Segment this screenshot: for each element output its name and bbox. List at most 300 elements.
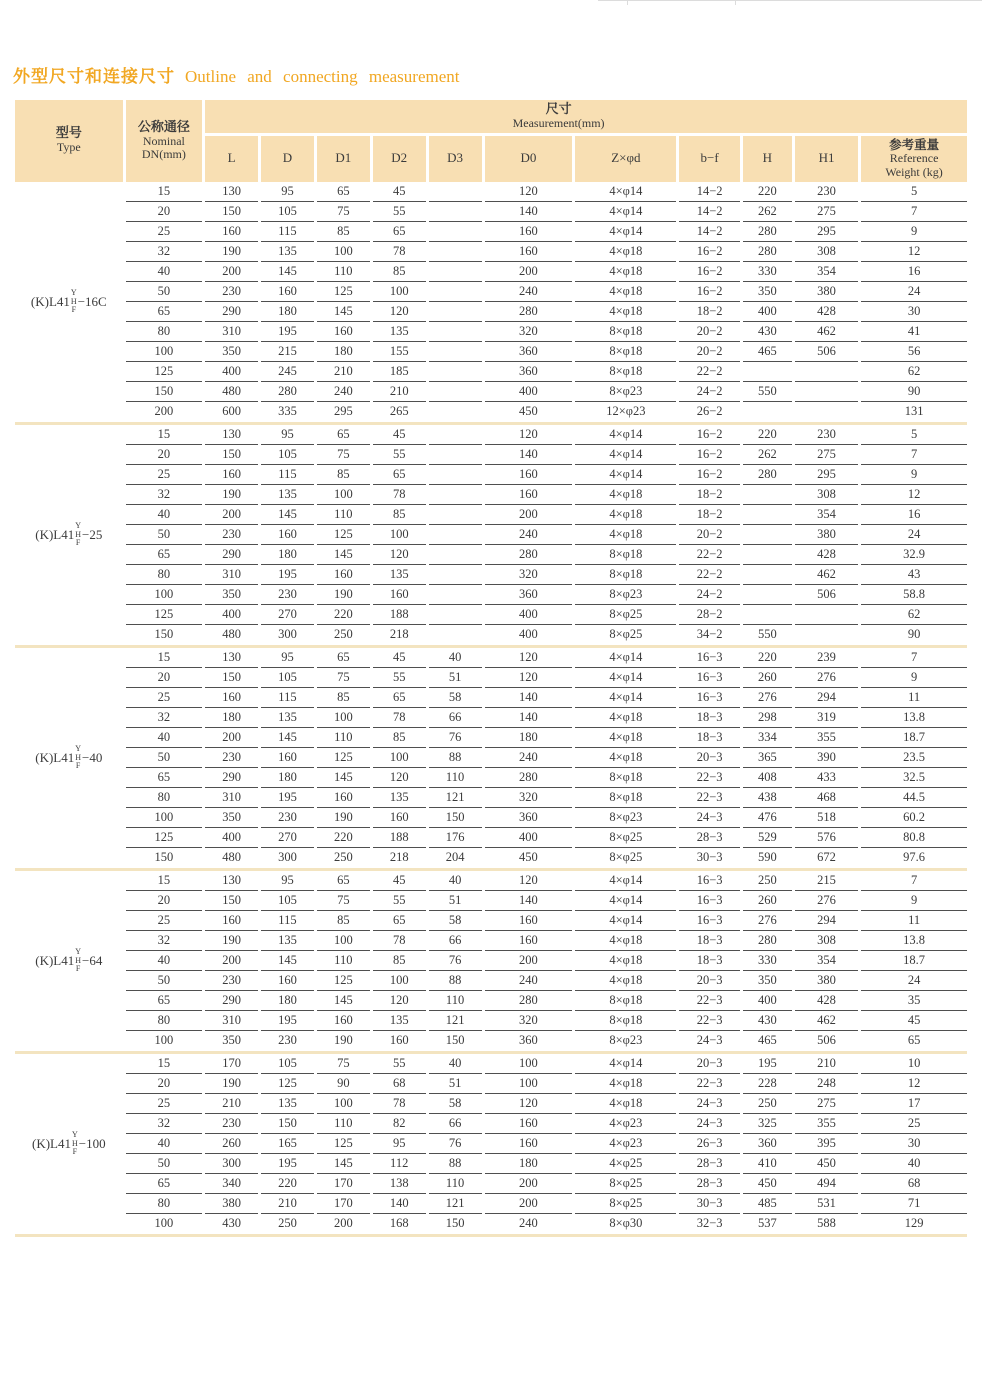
table-row (15, 728, 967, 748)
d2-cell: 82 (373, 1114, 426, 1134)
h1-cell: 230 (795, 425, 858, 445)
d3-cell: 58 (429, 1094, 482, 1114)
d1-cell: 220 (317, 605, 370, 625)
l-cell: 230 (205, 971, 258, 991)
bf-cell: 16−2 (679, 465, 739, 485)
zxd-cell: 8×φ25 (609, 627, 643, 642)
d3-cell: 40 (429, 648, 482, 668)
d1-cell: 65 (317, 871, 370, 891)
d-cell: 95 (261, 425, 314, 445)
weight-cell: 32.9 (861, 545, 967, 565)
h-cell: 298 (743, 708, 792, 728)
d0-cell: 400 (519, 627, 538, 642)
h1-cell: 506 (795, 342, 858, 362)
h1-cell (795, 362, 858, 382)
d-cell: 125 (261, 1074, 314, 1094)
d3-cell: 176 (429, 828, 482, 848)
d-cell: 270 (261, 605, 314, 625)
zxd-cell: 8×φ25 (575, 605, 676, 625)
table-row (15, 1134, 967, 1154)
d-cell: 250 (278, 1216, 297, 1231)
h-cell: 430 (743, 1011, 792, 1031)
d0-cell: 240 (519, 1216, 538, 1231)
header-weight-zh: 参考重量 (889, 137, 940, 152)
l-cell: 230 (205, 1114, 258, 1134)
header-nominal-dn (126, 100, 202, 182)
d-cell: 150 (261, 1114, 314, 1134)
d1-cell: 65 (317, 425, 370, 445)
d0-cell: 360 (485, 585, 573, 605)
weight-cell: 44.5 (861, 788, 967, 808)
zxd-cell: 8×φ30 (609, 1216, 643, 1231)
d-cell: 135 (261, 242, 314, 262)
type-letter-stack: Y H F (75, 947, 82, 973)
d2-cell: 55 (373, 1054, 426, 1074)
zxd-cell: 12×φ23 (606, 404, 646, 419)
l-cell: 310 (205, 1011, 258, 1031)
h1-cell (795, 605, 858, 625)
h-cell: 430 (743, 322, 792, 342)
dn-cell: 25 (126, 222, 202, 242)
h1-cell: 506 (795, 585, 858, 605)
d3-cell (429, 585, 482, 605)
h1-cell: 395 (795, 1134, 858, 1154)
zxd-cell: 8×φ18 (575, 362, 676, 382)
h-cell: 360 (743, 1134, 792, 1154)
l-cell: 310 (205, 322, 258, 342)
h1-cell: 295 (795, 222, 858, 242)
d2-cell: 188 (373, 605, 426, 625)
d2-cell: 160 (373, 585, 426, 605)
type-label (15, 871, 123, 1051)
h1-cell: 308 (795, 931, 858, 951)
h-cell: 262 (743, 202, 792, 222)
d-cell: 335 (278, 404, 297, 419)
h1-cell: 276 (795, 668, 858, 688)
h1-cell: 433 (795, 768, 858, 788)
type-prefix: (K)L41 (35, 952, 75, 968)
d0-cell: 400 (485, 605, 573, 625)
fragment-tick (627, 0, 628, 5)
d2-cell: 135 (373, 322, 426, 342)
bf-cell: 14−2 (679, 182, 739, 202)
type-letter-stack: Y H F (75, 521, 82, 547)
weight-cell: 13.8 (861, 931, 967, 951)
h-cell: 276 (743, 911, 792, 931)
table-row (15, 808, 967, 828)
zxd-cell: 4×φ14 (575, 871, 676, 891)
weight-cell: 41 (861, 322, 967, 342)
bf-cell: 14−2 (679, 222, 739, 242)
h-cell: 330 (743, 262, 792, 282)
d3-cell: 150 (429, 808, 482, 828)
zxd-cell: 4×φ14 (575, 1054, 676, 1074)
type-prefix: (K)L41 (35, 526, 75, 542)
type-label (15, 425, 123, 645)
h1-cell: 248 (795, 1074, 858, 1094)
dn-cell: 15 (126, 425, 202, 445)
d1-cell: 75 (317, 1054, 370, 1074)
l-cell: 130 (205, 871, 258, 891)
h1-cell (795, 382, 858, 402)
d3-cell (429, 525, 482, 545)
weight-cell: 62 (861, 605, 967, 625)
header-col-D: D (261, 136, 314, 182)
d-cell: 135 (261, 708, 314, 728)
h1-cell: 588 (817, 1216, 836, 1231)
table-row (15, 525, 967, 545)
zxd-cell: 4×φ18 (575, 931, 676, 951)
dn-cell: 50 (126, 1154, 202, 1174)
h1-cell: 294 (795, 911, 858, 931)
d3-cell (429, 445, 482, 465)
dn-cell: 100 (154, 1216, 174, 1231)
table-row (15, 668, 967, 688)
d-cell: 105 (261, 1054, 314, 1074)
d3-cell (429, 425, 482, 445)
type-suffix: −25 (82, 526, 103, 542)
d1-cell: 100 (317, 485, 370, 505)
d2-cell: 160 (389, 1033, 409, 1048)
d3-cell: 88 (429, 971, 482, 991)
d3-cell: 121 (429, 788, 482, 808)
zxd-cell: 4×φ18 (575, 282, 676, 302)
l-cell: 290 (205, 545, 258, 565)
d3-cell: 121 (429, 1011, 482, 1031)
d1-cell: 85 (317, 688, 370, 708)
table-row (15, 748, 967, 768)
d-cell: 145 (261, 262, 314, 282)
h1-cell: 506 (817, 1033, 836, 1048)
zxd-cell: 4×φ14 (575, 668, 676, 688)
d1-cell: 250 (333, 850, 353, 865)
h1-cell: 239 (795, 648, 858, 668)
dn-cell: 15 (126, 648, 202, 668)
dn-cell: 15 (126, 182, 202, 202)
bf-cell: 30−3 (679, 1194, 739, 1214)
l-cell: 130 (205, 182, 258, 202)
dn-cell: 125 (126, 362, 202, 382)
header-weight-en1: Reference (889, 151, 939, 166)
bf-cell: 24−3 (696, 1033, 723, 1048)
d3-cell (429, 382, 482, 402)
h1-cell: 230 (795, 182, 858, 202)
d0-cell: 120 (485, 668, 573, 688)
table-row (15, 342, 967, 362)
d-cell: 160 (261, 525, 314, 545)
d1-cell: 160 (317, 1011, 370, 1031)
header-col-H: H (743, 136, 792, 182)
zxd-cell: 8×φ18 (575, 768, 676, 788)
h1-cell: 355 (795, 1114, 858, 1134)
l-cell: 290 (205, 991, 258, 1011)
dimension-table (12, 100, 970, 1237)
h-cell: 280 (743, 465, 792, 485)
l-cell: 200 (205, 951, 258, 971)
d1-cell: 295 (333, 404, 353, 419)
l-cell: 260 (205, 1134, 258, 1154)
weight-cell: 24 (861, 971, 967, 991)
h-cell: 262 (743, 445, 792, 465)
l-cell: 310 (205, 788, 258, 808)
table-header (15, 100, 967, 182)
dn-cell: 80 (126, 1194, 202, 1214)
h1-cell: 672 (817, 850, 836, 865)
d2-cell: 100 (373, 971, 426, 991)
table-row (15, 1174, 967, 1194)
d2-cell: 120 (373, 991, 426, 1011)
bf-cell: 18−3 (679, 931, 739, 951)
table-row (15, 585, 967, 605)
dn-cell: 65 (126, 1174, 202, 1194)
header-col-D3: D3 (429, 136, 482, 182)
d0-cell: 240 (485, 282, 573, 302)
d2-cell: 45 (373, 182, 426, 202)
fragment-horizontal-line (598, 0, 982, 1)
bf-cell: 24−3 (679, 1094, 739, 1114)
h-cell: 400 (743, 991, 792, 1011)
bf-cell: 30−3 (696, 850, 723, 865)
h1-cell: 275 (795, 202, 858, 222)
table-row (15, 605, 967, 625)
zxd-cell: 8×φ23 (575, 808, 676, 828)
d1-cell: 145 (317, 1154, 370, 1174)
weight-cell: 9 (861, 465, 967, 485)
d3-cell (429, 485, 482, 505)
d0-cell: 450 (519, 404, 538, 419)
page-top-table-fragment (598, 0, 982, 6)
table-row (15, 545, 967, 565)
d3-cell: 76 (429, 1134, 482, 1154)
bf-cell: 24−3 (679, 808, 739, 828)
zxd-cell: 4×φ18 (575, 262, 676, 282)
l-cell: 350 (205, 808, 258, 828)
h-cell: 438 (743, 788, 792, 808)
l-cell: 160 (205, 465, 258, 485)
d1-cell: 190 (317, 808, 370, 828)
d3-cell: 58 (429, 688, 482, 708)
weight-cell: 9 (861, 668, 967, 688)
table-row (15, 1011, 967, 1031)
table-row (15, 1031, 967, 1051)
h-cell: 276 (743, 688, 792, 708)
group-separator (15, 1234, 967, 1237)
d2-cell: 45 (373, 648, 426, 668)
l-cell: 150 (205, 891, 258, 911)
bf-cell: 24−2 (679, 382, 739, 402)
bf-cell: 34−2 (696, 627, 723, 642)
h-cell (743, 362, 792, 382)
h1-cell: 308 (795, 485, 858, 505)
dn-cell: 200 (154, 404, 174, 419)
bf-cell: 18−2 (679, 505, 739, 525)
h-cell: 220 (743, 182, 792, 202)
table-row (15, 991, 967, 1011)
h1-cell: 355 (795, 728, 858, 748)
d0-cell: 140 (485, 708, 573, 728)
d2-cell: 55 (373, 445, 426, 465)
h1-cell: 380 (795, 525, 858, 545)
l-cell: 230 (205, 282, 258, 302)
h1-cell: 428 (795, 545, 858, 565)
d1-cell: 75 (317, 668, 370, 688)
table-row (15, 565, 967, 585)
d3-cell: 51 (429, 668, 482, 688)
d2-cell: 55 (373, 668, 426, 688)
weight-cell: 10 (861, 1054, 967, 1074)
zxd-cell: 8×φ25 (609, 850, 643, 865)
bf-cell: 20−2 (679, 322, 739, 342)
bf-cell: 20−2 (679, 525, 739, 545)
d2-cell: 85 (373, 728, 426, 748)
header-dn-en1: Nominal (142, 133, 185, 148)
l-cell: 340 (205, 1174, 258, 1194)
zxd-cell: 4×φ18 (575, 728, 676, 748)
d2-cell: 265 (389, 404, 409, 419)
h1-cell: 215 (795, 871, 858, 891)
l-cell: 200 (205, 505, 258, 525)
d0-cell: 160 (485, 1114, 573, 1134)
zxd-cell: 4×φ18 (575, 708, 676, 728)
h-cell: 485 (743, 1194, 792, 1214)
page-title-english: Outline and connecting measurement (185, 67, 460, 86)
d3-cell: 110 (429, 768, 482, 788)
dn-cell: 50 (126, 971, 202, 991)
l-cell: 150 (205, 445, 258, 465)
d-cell: 160 (261, 748, 314, 768)
d1-cell: 250 (333, 627, 353, 642)
h-cell: 280 (743, 222, 792, 242)
bf-cell: 22−2 (679, 545, 739, 565)
l-cell: 480 (205, 382, 258, 402)
h1-cell: 380 (795, 282, 858, 302)
type-letter-stack: Y H F (75, 744, 82, 770)
d-cell: 145 (261, 505, 314, 525)
table-row (15, 828, 967, 848)
d0-cell: 360 (485, 342, 573, 362)
d3-cell: 150 (445, 1033, 465, 1048)
header-col-bf: b−f (679, 136, 739, 182)
dn-cell: 40 (126, 951, 202, 971)
table-row (15, 788, 967, 808)
h-cell: 476 (743, 808, 792, 828)
d2-cell: 185 (373, 362, 426, 382)
d3-cell: 110 (429, 991, 482, 1011)
weight-cell: 40 (861, 1154, 967, 1174)
d2-cell: 95 (373, 1134, 426, 1154)
d3-cell: 88 (429, 1154, 482, 1174)
d0-cell: 240 (485, 748, 573, 768)
table-row (15, 465, 967, 485)
h1-cell: 308 (795, 242, 858, 262)
table-row (15, 382, 967, 402)
d2-cell: 85 (373, 262, 426, 282)
d1-cell: 170 (317, 1194, 370, 1214)
zxd-cell: 4×φ23 (575, 1134, 676, 1154)
bf-cell: 16−2 (679, 282, 739, 302)
dn-cell: 20 (126, 1074, 202, 1094)
weight-cell: 90 (907, 627, 921, 642)
h1-cell: 294 (795, 688, 858, 708)
d1-cell: 220 (317, 828, 370, 848)
d1-cell: 65 (317, 648, 370, 668)
d2-cell: 65 (373, 911, 426, 931)
h1-cell: 462 (795, 322, 858, 342)
d2-cell: 135 (373, 1011, 426, 1031)
d1-cell: 75 (317, 445, 370, 465)
dn-cell: 25 (126, 688, 202, 708)
dn-cell: 32 (126, 1114, 202, 1134)
zxd-cell: 4×φ14 (575, 688, 676, 708)
d0-cell: 120 (485, 182, 573, 202)
table-row (15, 202, 967, 222)
d2-cell: 45 (373, 871, 426, 891)
dn-cell: 150 (154, 627, 174, 642)
zxd-cell: 4×φ18 (575, 302, 676, 322)
d-cell: 280 (261, 382, 314, 402)
header-col-H1: H1 (795, 136, 858, 182)
d3-cell (429, 242, 482, 262)
bf-cell: 22−3 (679, 768, 739, 788)
l-cell: 300 (205, 1154, 258, 1174)
d1-cell: 110 (317, 951, 370, 971)
d2-cell: 85 (373, 505, 426, 525)
h-cell: 529 (743, 828, 792, 848)
d-cell: 115 (261, 465, 314, 485)
dn-cell: 80 (126, 1011, 202, 1031)
weight-cell: 71 (861, 1194, 967, 1214)
l-cell: 430 (222, 1216, 241, 1231)
d0-cell: 280 (485, 768, 573, 788)
header-measurement-en: Measurement(mm) (512, 115, 605, 130)
d3-cell: 204 (445, 850, 465, 865)
dn-cell: 15 (126, 1054, 202, 1074)
zxd-cell: 8×φ18 (575, 788, 676, 808)
h-cell: 410 (743, 1154, 792, 1174)
table-row (15, 891, 967, 911)
header-col-Zxd: Z×φd (575, 136, 676, 182)
zxd-cell: 8×φ18 (575, 991, 676, 1011)
d0-cell: 320 (485, 565, 573, 585)
d0-cell: 200 (485, 505, 573, 525)
d-cell: 105 (261, 202, 314, 222)
weight-cell: 24 (861, 525, 967, 545)
page-title-chinese: 外型尺寸和连接尺寸 (13, 67, 175, 86)
table-row (15, 625, 967, 645)
h-cell: 280 (743, 931, 792, 951)
d-cell: 160 (261, 282, 314, 302)
table-row (15, 485, 967, 505)
h-cell (743, 402, 792, 422)
d2-cell: 78 (373, 708, 426, 728)
d1-cell: 85 (317, 911, 370, 931)
bf-cell: 20−3 (679, 748, 739, 768)
zxd-cell: 4×φ14 (575, 425, 676, 445)
d-cell: 145 (261, 951, 314, 971)
d0-cell: 160 (485, 1134, 573, 1154)
bf-cell: 28−3 (679, 828, 739, 848)
zxd-cell: 4×φ25 (575, 1154, 676, 1174)
d1-cell: 190 (317, 585, 370, 605)
d-cell: 230 (261, 585, 314, 605)
bf-cell: 16−3 (679, 871, 739, 891)
h-cell: 325 (743, 1114, 792, 1134)
zxd-cell: 4×φ14 (575, 911, 676, 931)
zxd-cell: 4×φ18 (575, 748, 676, 768)
type-suffix: −64 (82, 952, 103, 968)
l-cell: 350 (205, 342, 258, 362)
d3-cell: 150 (445, 1216, 465, 1231)
